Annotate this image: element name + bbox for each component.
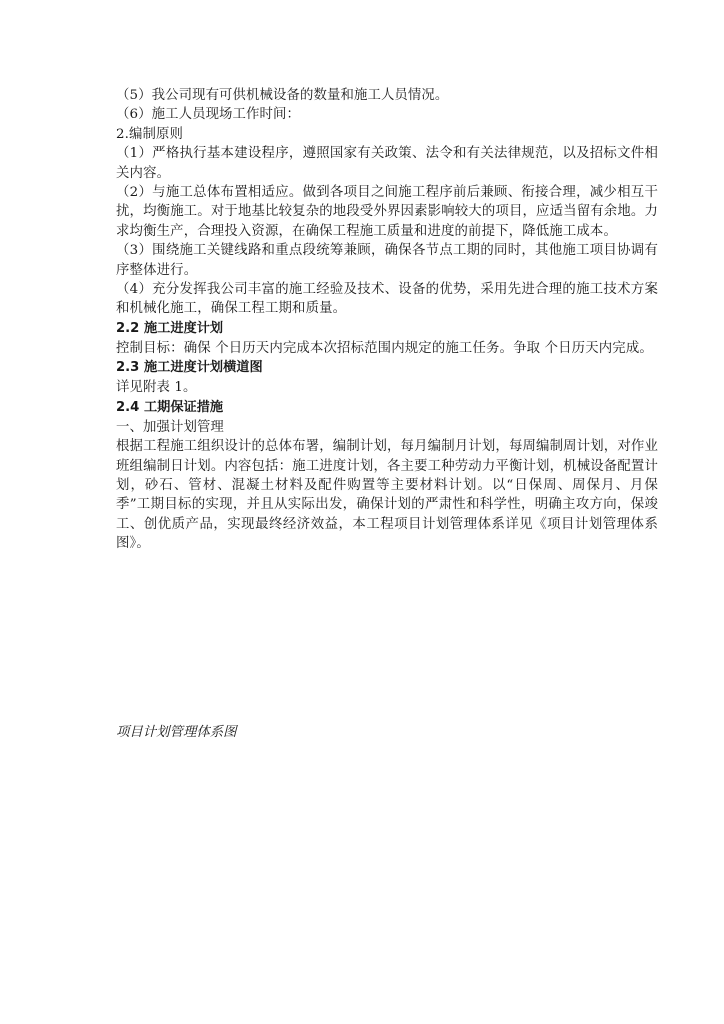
list-item: （6）施工人员现场工作时间：	[116, 107, 300, 123]
subsection-heading: 一、加强计划管理	[116, 419, 224, 435]
section-heading: 2.2 施工进度计划	[116, 320, 224, 336]
paragraph: 根据工程施工组织设计的总体布署，编制计划，每月编制月计划，每周编制周计划，对作业班组编制日计划。内容包括：施工进度计划，各主要工种劳动力平衡计划，机械设备配置计划，砂石、管材、混凝土材料及配件购置等主要材料计划。以“日保周、周保月、月保季”工期目标的实现，并且从实际出发，确保计划的严肃性和科学性，明确主攻方向，保竣工、创优质产品，实现最终经济效益，本工程项目计划管理体系详见《项目计划管理体系图》。	[116, 439, 658, 552]
list-item: （5）我公司现有可供机械设备的数量和施工人员情况。	[116, 88, 449, 103]
figure-caption: 项目计划管理体系图	[116, 725, 237, 740]
paragraph: （1）严格执行基本建设程序，遵照国家有关政策、法令和有关法律规范，以及招标文件相关内容。	[116, 146, 658, 181]
paragraph: （3）围绕施工关键线路和重点段统筹兼顾，确保各节点工期的同时，其他施工项目协调有序整体进行。	[116, 243, 658, 278]
paragraph: （4）充分发挥我公司丰富的施工经验及技术、设备的优势，采用先进合理的施工技术方案和机械化施工，确保工程工期和质量。	[116, 282, 658, 317]
paragraph: 控制目标：确保 个日历天内完成本次招标范围内规定的施工任务。争取 个日历天内完成。	[116, 340, 653, 356]
section-heading: 2.4 工期保证措施	[116, 399, 224, 415]
paragraph: （2）与施工总体布置相适应。做到各项目之间施工程序前后兼顾、衔接合理，减少相互干扰，均衡施工。对于地基比较复杂的地段受外界因素影响较大的项目，应适当留有余地。力求均衡生产，合理投入资源，在确保工程施工质量和进度的前提下，降低施工成本。	[116, 185, 658, 239]
section-heading: 2.3 施工进度计划横道图	[116, 360, 263, 376]
document-body	[116, 86, 658, 554]
section-heading: 2.编制原则	[116, 126, 183, 142]
paragraph: 详见附表 1。	[116, 380, 197, 396]
